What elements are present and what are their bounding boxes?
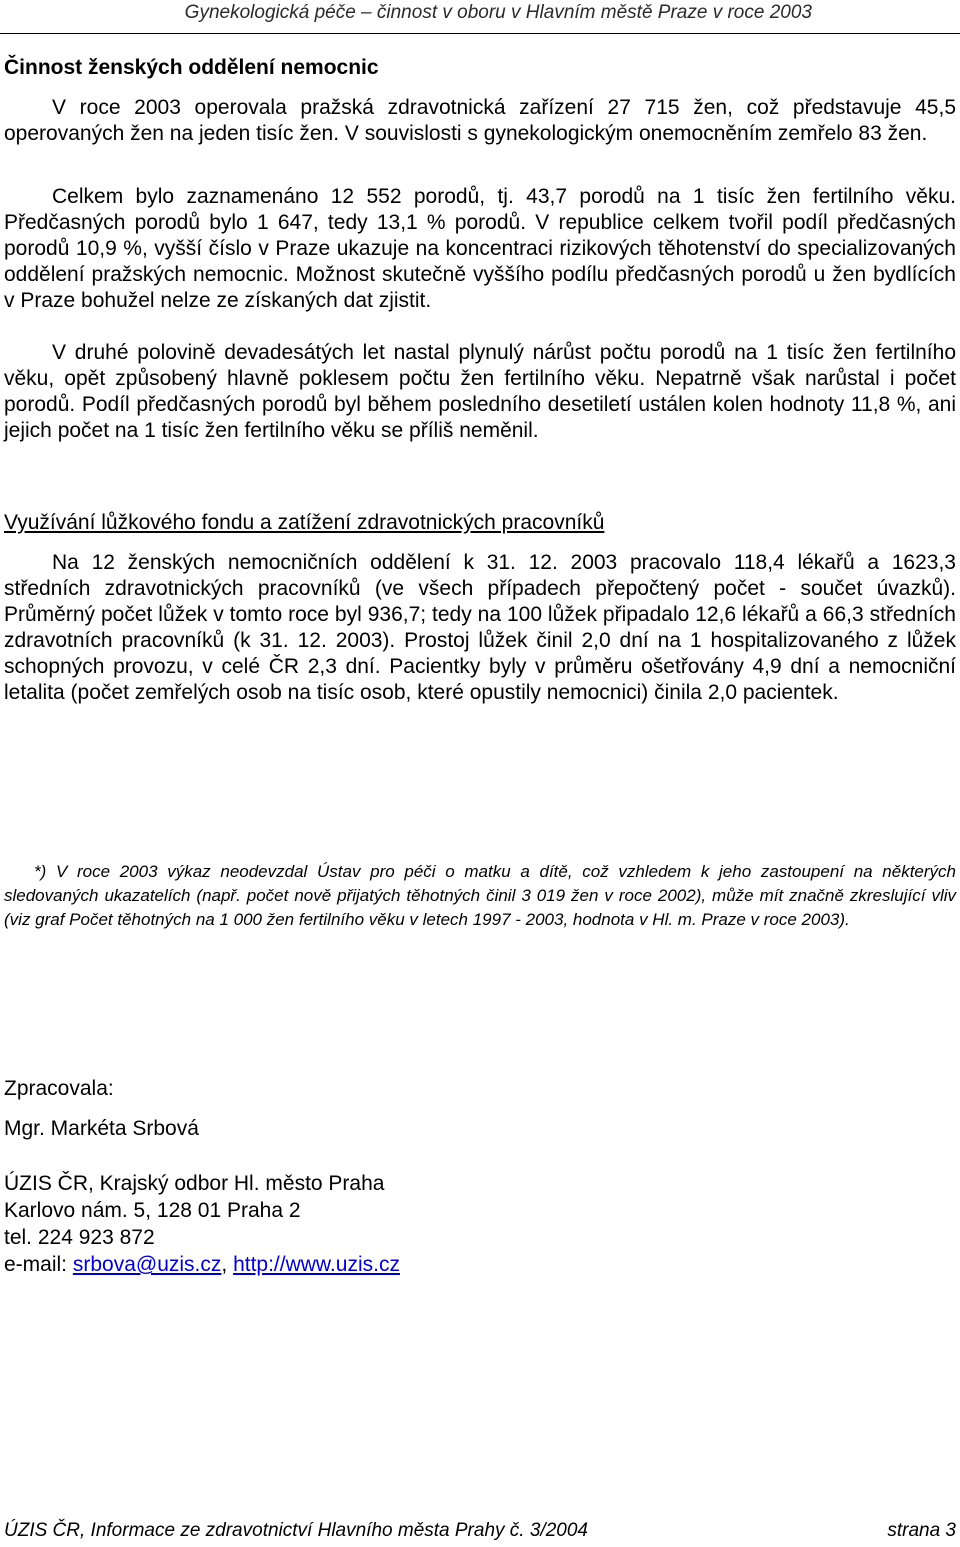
email-link[interactable]: srbova@uzis.cz <box>72 1253 222 1276</box>
section-heading-beds: Využívání lůžkového fondu a zatížení zdravotnických pracovníků <box>4 511 605 534</box>
signature-name: Mgr. Markéta Srbová <box>4 1117 199 1140</box>
footer-page-number: strana 3 <box>887 1520 956 1541</box>
header-rule <box>0 33 960 34</box>
running-header: Gynekologická péče – činnost v oboru v Hlavním městě Praze v roce 2003 <box>184 2 812 23</box>
website-link[interactable]: http://www.uzis.cz <box>233 1253 400 1276</box>
paragraph-births <box>4 184 956 314</box>
paragraph-trends <box>4 340 956 444</box>
paragraph-trends-text: V druhé polovině devadesátých let nastal plynulý nárůst počtu porodů na 1 tisíc žen fertilního věku, opět způsobený hlavně poklesem počtu žen fertilního věku. Nepatrně však narůstal i počet porodů. Podíl předčasných porodů byl během posledního desetiletí ustálen kolen hodnoty 11,8 %, ani jejich počet na 1 tisíc žen fertilního věku se příliš neměnil. <box>4 341 956 442</box>
paragraph-operations <box>4 95 956 147</box>
email-prefix: e-mail: <box>4 1253 73 1276</box>
footnote-text: *) V roce 2003 výkaz neodevzdal Ústav pro péči o matku a dítě, což vzhledem k jeho zastoupení na některých sledovaných ukazatelích (např. počet nově přijatých těhotných činil 3 019 žen v roce 2002), může mít značně zkreslující vliv (viz graf Počet těhotných na 1 000 žen fertilního věku v letech 1997 - 2003, hodnota v Hl. m. Praze v roce 2003). <box>4 862 956 929</box>
paragraph-births-text: Celkem bylo zaznamenáno 12 552 porodů, tj. 43,7 porodů na 1 tisíc žen fertilního věku. Předčasných porodů bylo 1 647, tedy 13,1 % porodů. V republice celkem tvořil podíl předčasných porodů 10,9 %, vyšší číslo v Praze ukazuje na koncentraci rizikových těhotenství do specializovaných oddělení pražských nemocnic. Možnost skutečně vyššího podílu předčasných porodů u žen bydlících v Praze bohužel nelze ze získaných dat zjistit. <box>4 185 956 312</box>
signature-phone: tel. 224 923 872 <box>4 1226 155 1249</box>
footnote <box>4 860 956 932</box>
contact-separator: , <box>221 1253 234 1276</box>
signature-label: Zpracovala: <box>4 1077 114 1100</box>
section-heading-wards: Činnost ženských oddělení nemocnic <box>4 56 379 79</box>
paragraph-staff-text: Na 12 ženských nemocničních oddělení k 31. 12. 2003 pracovalo 118,4 lékařů a 1623,3 středních zdravotnických pracovníků (ve všech případech přepočtený počet - součet úvazků). Průměrný počet lůžek v tomto roce byl 936,7; tedy na 100 lůžek připadalo 12,6 lékařů a 66,3 středních zdravotních pracovníků (k 31. 12. 2003). Prostoj lůžek činil 2,0 dní na 1 hospitalizovaného z lůžek schopných provozu, v celé ČR 2,3 dní. Pacientky byly v průměru ošetřovány 4,9 dní a nemocniční letalita (počet zemřelých osob na tisíc osob, které opustily nemocnici) činila 2,0 pacientek. <box>4 551 956 704</box>
signature-org: ÚZIS ČR, Krajský odbor Hl. město Praha <box>4 1172 385 1195</box>
paragraph-operations-text: V roce 2003 operovala pražská zdravotnická zařízení 27 715 žen, což představuje 45,5 operovaných žen na jeden tisíc žen. V souvislosti s gynekologickým onemocněním zemřelo 83 žen. <box>4 96 956 145</box>
signature-address: Karlovo nám. 5, 128 01 Praha 2 <box>4 1199 301 1222</box>
signature-contact <box>4 1253 400 1277</box>
footer-publication: ÚZIS ČR, Informace ze zdravotnictví Hlavního města Prahy č. 3/2004 <box>4 1520 588 1541</box>
paragraph-staff <box>4 550 956 706</box>
